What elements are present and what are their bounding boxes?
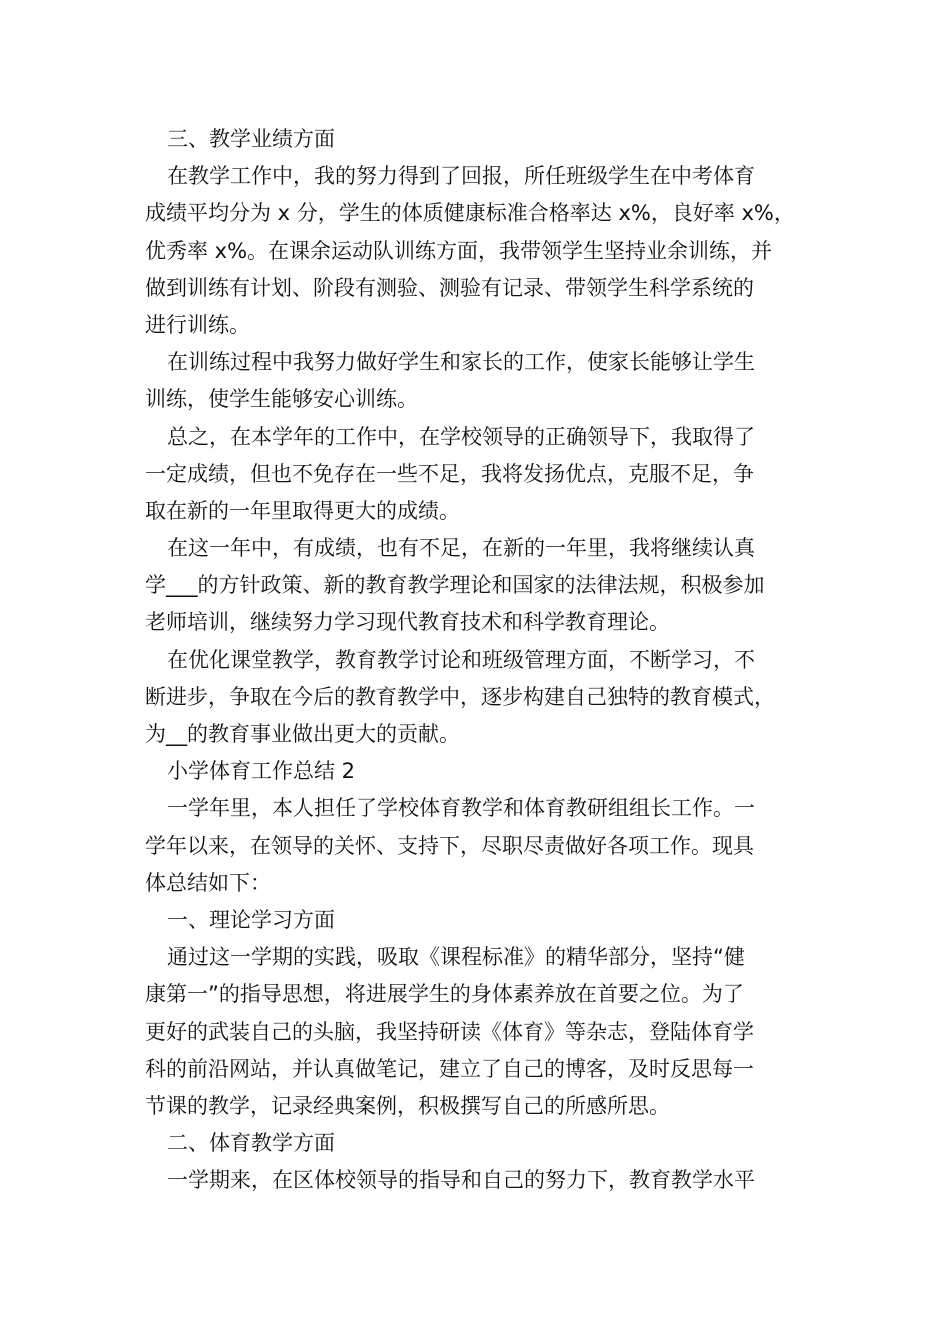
paragraph-line: 在教学工作中，我的努力得到了回报，所任班级学生在中考体育 — [167, 164, 755, 189]
paragraph-line: 康第一”的指导思想，将进展学生的身体素养放在首要之位。为了 — [145, 982, 744, 1007]
paragraph-line: 一学年里，本人担任了学校体育教学和体育教研组组长工作。一 — [167, 796, 755, 821]
paragraph-line: 在训练过程中我努力做好学生和家长的工作，使家长能够让学生 — [167, 350, 755, 375]
paragraph-line: 通过这一学期的实践，吸取《课程标准》的精华部分，坚持“健 — [167, 945, 745, 970]
paragraph-line: 优秀率 x%。在课余运动队训练方面，我带领学生坚持业余训练，并 — [145, 238, 773, 263]
paragraph-line: 一学期来，在区体校领导的指导和自己的努力下，教育教学水平 — [167, 1168, 755, 1193]
paragraph-line: 节课的教学，记录经典案例，积极撰写自己的所感所思。 — [145, 1093, 670, 1118]
section-heading-theory-study: 一、理论学习方面 — [167, 907, 335, 932]
section-title-summary-2: 小学体育工作总结 2 — [167, 759, 356, 784]
paragraph-line: 在这一年中，有成绩，也有不足，在新的一年里，我将继续认真 — [167, 536, 755, 561]
paragraph-line: 成绩平均分为 x 分，学生的体质健康标准合格率达 x%，良好率 x%， — [145, 201, 795, 226]
paragraph-line: 体总结如下： — [145, 870, 271, 895]
paragraph-line: 科的前沿网站，并认真做笔记，建立了自己的博客，及时反思每一 — [145, 1056, 754, 1081]
paragraph-line: 总之，在本学年的工作中，在学校领导的正确领导下，我取得了 — [167, 424, 755, 449]
paragraph-line: 训练，使学生能够安心训练。 — [145, 387, 418, 412]
paragraph-line: 一定成绩，但也不免存在一些不足，我将发扬优点，克服不足，争 — [145, 461, 754, 486]
paragraph-line: 做到训练有计划、阶段有测验、测验有记录、带领学生科学系统的 — [145, 275, 754, 300]
paragraph-line: 在优化课堂教学，教育教学讨论和班级管理方面，不断学习，不 — [167, 647, 755, 672]
section-heading-pe-teaching: 二、体育教学方面 — [167, 1131, 335, 1156]
section-heading-teaching-results: 三、教学业绩方面 — [167, 127, 335, 151]
paragraph-line: 学年以来，在领导的关怀、支持下，尽职尽责做好各项工作。现具 — [145, 833, 754, 858]
paragraph-line: 学___的方针政策、新的教育教学理论和国家的法律法规，积极参加 — [145, 573, 765, 598]
paragraph-line: 断进步，争取在今后的教育教学中，逐步构建自己独特的教育模式， — [145, 684, 775, 709]
paragraph-line: 为__的教育事业做出更大的贡献。 — [145, 722, 460, 746]
paragraph-line: 更好的武装自己的头脑，我坚持研读《体育》等杂志，登陆体育学 — [145, 1019, 754, 1044]
paragraph-line: 取在新的一年里取得更大的成绩。 — [145, 498, 460, 523]
document-body — [145, 121, 810, 1199]
paragraph-line: 老师培训，继续努力学习现代教育技术和科学教育理论。 — [145, 610, 670, 635]
paragraph-line: 进行训练。 — [145, 312, 250, 337]
